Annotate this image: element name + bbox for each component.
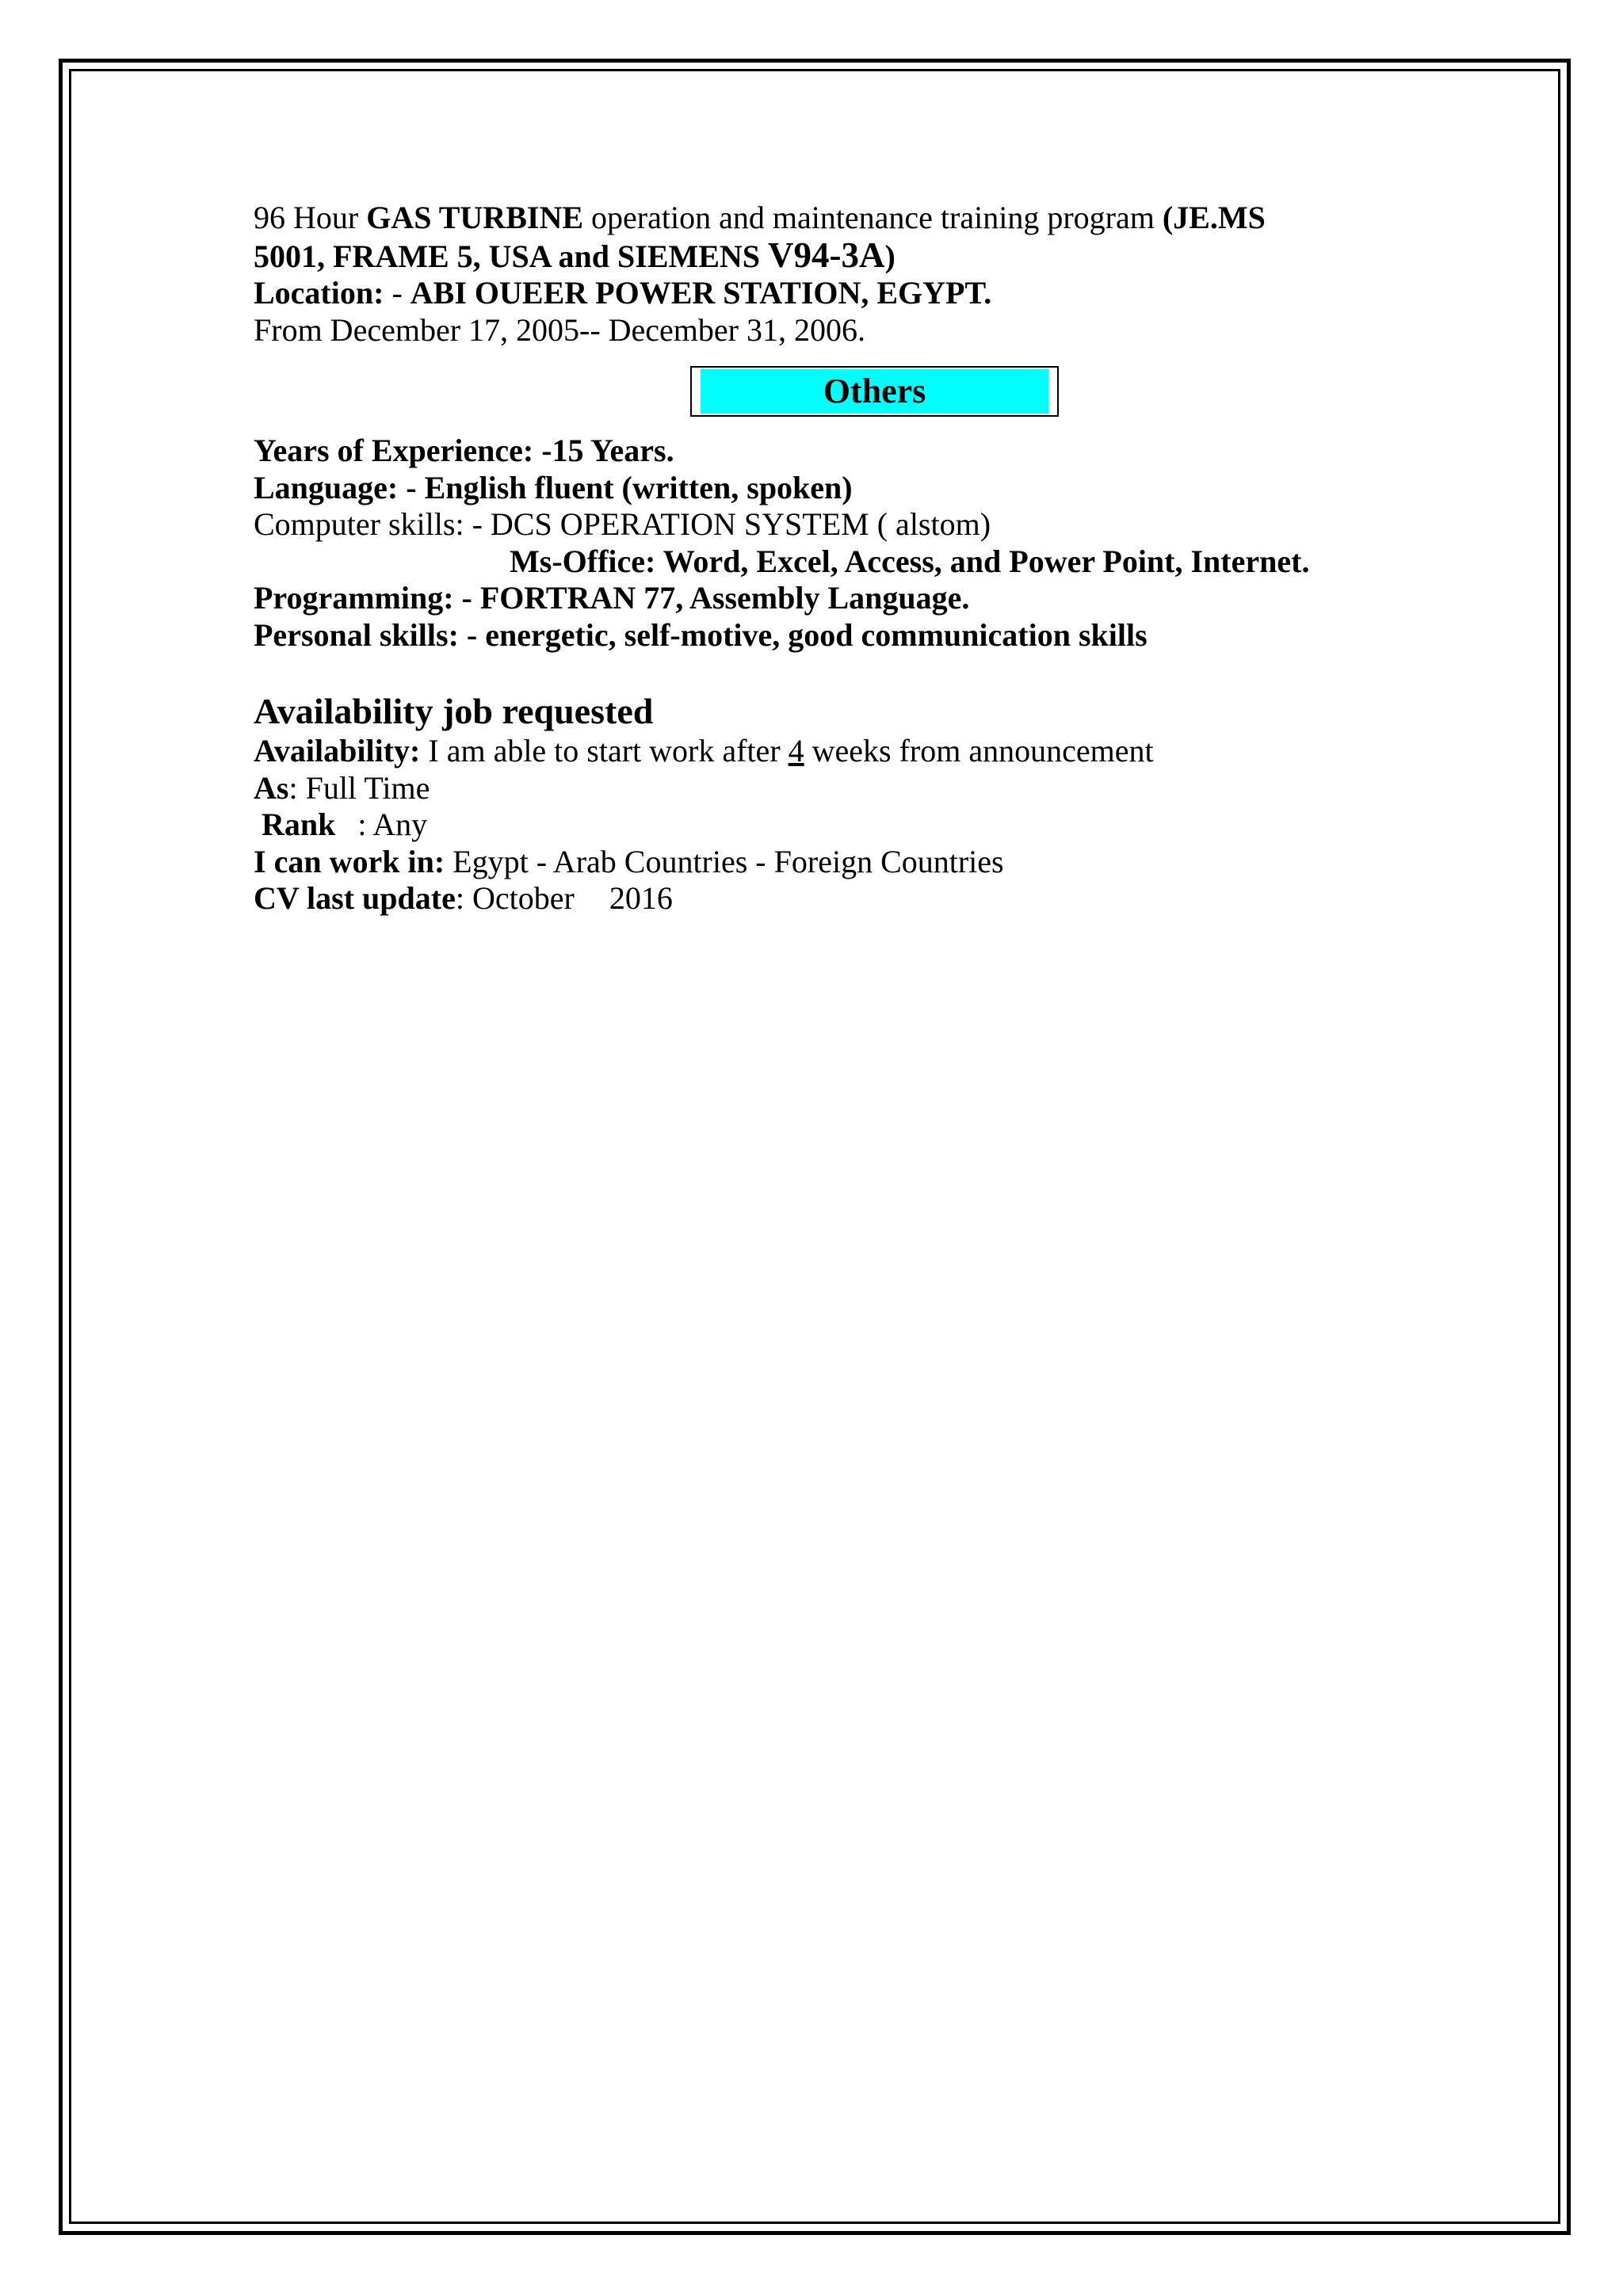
as-value: : Full Time bbox=[288, 769, 430, 806]
training-line-2 bbox=[254, 237, 1411, 276]
availability-weeks: 4 bbox=[788, 733, 804, 769]
work-in-value: Egypt - Arab Countries - Foreign Countries bbox=[445, 843, 1004, 879]
cv-update-year: 2016 bbox=[609, 880, 673, 916]
availability-title: Availability job requested bbox=[254, 691, 654, 731]
availability-text: I am able to start work after bbox=[420, 733, 789, 769]
resume-page-content bbox=[254, 200, 1411, 917]
training-dates: From December 17, 2005-- December 31, 2006. bbox=[254, 311, 865, 348]
language-skill: Language: - English fluent (written, spoken) bbox=[254, 469, 853, 505]
rank-line bbox=[254, 807, 1411, 844]
cv-update-line bbox=[254, 880, 1411, 917]
training-model-end: ) bbox=[884, 238, 896, 274]
availability-label: Availability: bbox=[254, 733, 421, 769]
ms-office-skills: Ms-Office: Word, Excel, Access, and Power Point, Internet. bbox=[510, 543, 1310, 579]
others-heading-box bbox=[690, 366, 1059, 417]
rank-value: : Any bbox=[357, 807, 428, 842]
training-line-1 bbox=[254, 200, 1411, 237]
cv-update-month: : October bbox=[455, 880, 575, 916]
as-line bbox=[254, 770, 1411, 807]
location-separator: - bbox=[391, 275, 411, 311]
training-hours: 96 Hour bbox=[254, 200, 367, 235]
training-model-start: (JE.MS bbox=[1162, 200, 1266, 235]
computer-skills: Computer skills: - DCS OPERATION SYSTEM ( alstom) bbox=[254, 506, 991, 542]
cv-update-label: CV last update bbox=[254, 880, 456, 916]
location-value: ABI OUEER POWER STATION, EGYPT. bbox=[410, 275, 992, 311]
location-label: Location: bbox=[254, 275, 392, 311]
training-location bbox=[254, 275, 1411, 312]
availability-line bbox=[254, 733, 1411, 770]
training-siemens-model: V94-3A bbox=[768, 235, 885, 275]
years-of-experience: Years of Experience: -15 Years. bbox=[254, 433, 674, 468]
section-gap bbox=[254, 654, 1411, 690]
training-subject: GAS TURBINE bbox=[366, 200, 584, 235]
work-in-line bbox=[254, 844, 1411, 881]
work-in-label: I can work in: bbox=[254, 843, 445, 879]
programming-skills: Programming: - FORTRAN 77, Assembly Language. bbox=[254, 580, 970, 616]
training-description: operation and maintenance training program bbox=[583, 200, 1163, 235]
training-section bbox=[254, 200, 1411, 349]
availability-text-end: weeks from announcement bbox=[804, 733, 1154, 769]
availability-section bbox=[254, 690, 1411, 917]
personal-skills: Personal skills: - energetic, self-motive, good communication skills bbox=[254, 616, 1148, 653]
as-label: As bbox=[254, 769, 289, 806]
others-section bbox=[254, 433, 1411, 654]
rank-label: Rank bbox=[262, 807, 336, 842]
training-frame: 5001, FRAME 5, USA and SIEMENS bbox=[254, 238, 769, 274]
others-heading: Others bbox=[701, 369, 1048, 414]
